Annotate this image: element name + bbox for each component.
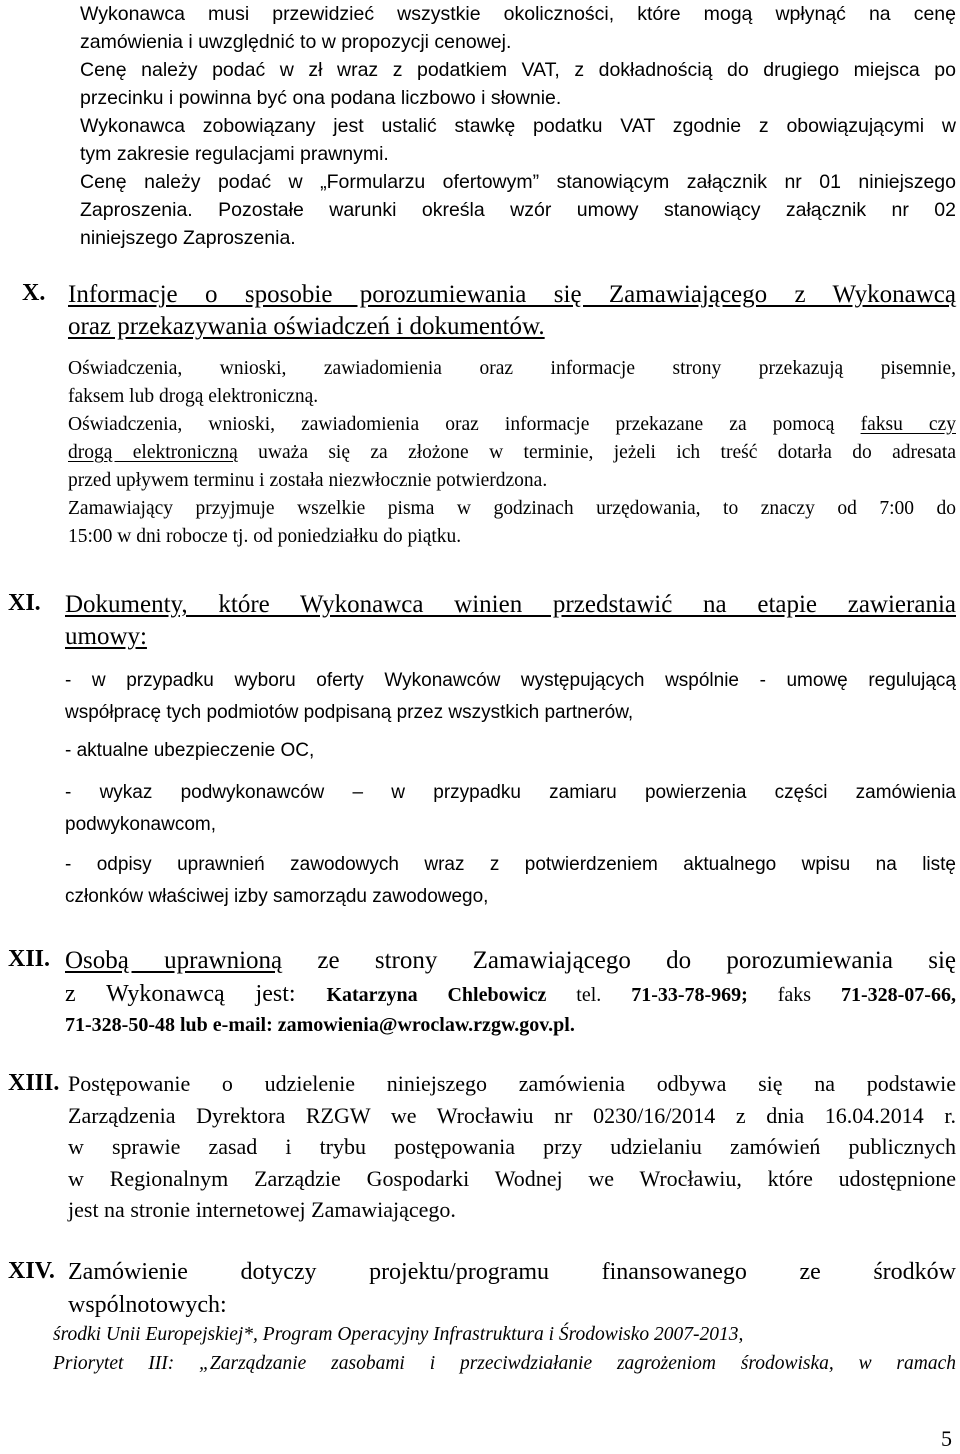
text-span: tel.: [546, 984, 632, 1006]
text-line: faksem lub drogą elektroniczną.: [68, 386, 319, 407]
text-span: Oświadczenia, wnioski, zawiadomienia oraz informacje przekazane za pomocą: [68, 414, 861, 435]
text-line: [68, 411, 956, 439]
section-number: X.: [22, 280, 46, 306]
section-number: XI.: [8, 590, 41, 616]
section-xiv: [68, 1256, 956, 1322]
section-x-body: [68, 355, 956, 551]
section-xi-heading: [65, 589, 956, 653]
text-line: Wykonawca musi przewidzieć wszystkie okoliczności, które mogą wpłynąć na cenę: [80, 3, 956, 25]
list-item: [65, 735, 956, 767]
section-number: XIII.: [8, 1070, 60, 1096]
contact-line: 71-328-50-48 lub e-mail: zamowienia@wroclaw.rzgw.gov.pl.: [65, 1014, 575, 1036]
text-line: Cenę należy podać w „Formularzu ofertowym” stanowiącym załącznik nr 01 niniejszego: [80, 171, 956, 193]
text-line: przecinku i powinna być ona podana liczbowo i słownie.: [80, 87, 562, 109]
section-number: XII.: [8, 946, 51, 972]
text-line: [68, 439, 956, 467]
text-line: Zamówienie dotyczy projektu/programu finansowanego ze środków: [68, 1259, 956, 1285]
section-x: [68, 279, 956, 343]
text-span: uważa się za złożone w terminie, jeżeli ich treść dotarła do adresata: [237, 442, 956, 463]
text-line: Zamawiający przyjmuje wszelkie pisma w godzinach urzędowania, to znaczy od 7:00 do: [68, 498, 956, 519]
funding-details: [53, 1320, 956, 1378]
text-line: w sprawie zasad i trybu postępowania przy udzielaniu zamówień publicznych: [68, 1134, 956, 1159]
text-span: ze strony Zamawiającego do porozumiewania się: [282, 947, 956, 974]
underlined-text: drogą elektroniczną: [68, 442, 238, 463]
text-span: z Wykonawcą jest:: [65, 981, 327, 1007]
text-line: zamówienia i uwzględnić to w propozycji cenowej.: [80, 31, 512, 53]
underlined-text: Osobą uprawnioną: [65, 947, 283, 974]
page-number: 5: [941, 1426, 952, 1451]
text-line: 15:00 w dni robocze tj. od poniedziałku do piątku.: [68, 526, 462, 547]
section-heading: Dokumenty, które Wykonawca winien przedstawić na etapie zawierania: [65, 591, 956, 618]
text-line: Postępowanie o udzielenie niniejszego zamówienia odbywa się na podstawie: [68, 1071, 956, 1096]
text-line: - odpisy uprawnień zawodowych wraz z potwierdzeniem aktualnego wpisu na listę: [65, 854, 956, 875]
list-item: [65, 665, 956, 729]
underlined-text: faksu czy: [860, 414, 956, 435]
text-line: Priorytet III: „Zarządzanie zasobami i przeciwdziałanie zagrożeniom środowiska, w ramach: [53, 1353, 956, 1374]
section-heading: umowy:: [65, 623, 147, 650]
list-item: [65, 777, 956, 841]
text-line: jest na stronie internetowej Zamawiającego.: [68, 1197, 456, 1222]
contact-name: Katarzyna Chlebowicz: [326, 984, 547, 1006]
text-line: tym zakresie regulacjami prawnymi.: [80, 143, 389, 165]
text-line: [65, 944, 956, 978]
text-line: niniejszego Zaproszenia.: [80, 227, 296, 249]
text-line: współpracę tych podmiotów podpisaną przez wszystkich partnerów,: [65, 702, 634, 723]
document-list: [65, 665, 956, 729]
contact-line: [65, 978, 956, 1010]
text-line: w Regionalnym Zarządzie Gospodarki Wodnej we Wrocławiu, które udostępnione: [68, 1165, 956, 1191]
text-line: Wykonawca zobowiązany jest ustalić stawkę podatku VAT zgodnie z obowiązującymi w: [80, 115, 956, 137]
phone-number: 71-33-78-969;: [631, 984, 748, 1006]
fax-number: 71-328-07-66,: [840, 984, 956, 1006]
text-span: faks: [747, 984, 841, 1006]
text-line: wspólnotowych:: [68, 1292, 227, 1318]
intro-paragraph: [80, 0, 956, 252]
section-xiii: [68, 1068, 956, 1226]
text-line: - wykaz podwykonawców – w przypadku zamiaru powierzenia części zamówienia: [65, 782, 956, 803]
text-line: - aktualne ubezpieczenie OC,: [65, 740, 315, 761]
text-line: środki Unii Europejskiej*, Program Operacyjny Infrastruktura i Środowisko 2007-2013,: [53, 1324, 744, 1345]
text-line: - w przypadku wyboru oferty Wykonawców występujących wspólnie - umowę regulującą: [65, 670, 956, 691]
text-line: członków właściwej izby samorządu zawodowego,: [65, 886, 489, 907]
section-heading: oraz przekazywania oświadczeń i dokumentów.: [68, 313, 545, 340]
text-line: podwykonawcom,: [65, 814, 217, 835]
section-number: XIV.: [8, 1258, 55, 1284]
section-heading: Informacje o sposobie porozumiewania się Zamawiającego z Wykonawcą: [68, 281, 956, 308]
text-line: przed upływem terminu i została niezwłocznie potwierdzona.: [68, 470, 548, 491]
section-xii: [65, 944, 956, 1040]
text-line: Zaproszenia. Pozostałe warunki określa wzór umowy stanowiący załącznik nr 02: [80, 199, 956, 221]
list-item: [65, 849, 956, 913]
text-line: Cenę należy podać w zł wraz z podatkiem VAT, z dokładnością do drugiego miejsca po: [80, 59, 956, 81]
text-line: Zarządzenia Dyrektora RZGW we Wrocławiu nr 0230/16/2014 z dnia 16.04.2014 r.: [68, 1102, 956, 1128]
text-line: Oświadczenia, wnioski, zawiadomienia oraz informacje strony przekazują pisemnie,: [68, 358, 956, 379]
